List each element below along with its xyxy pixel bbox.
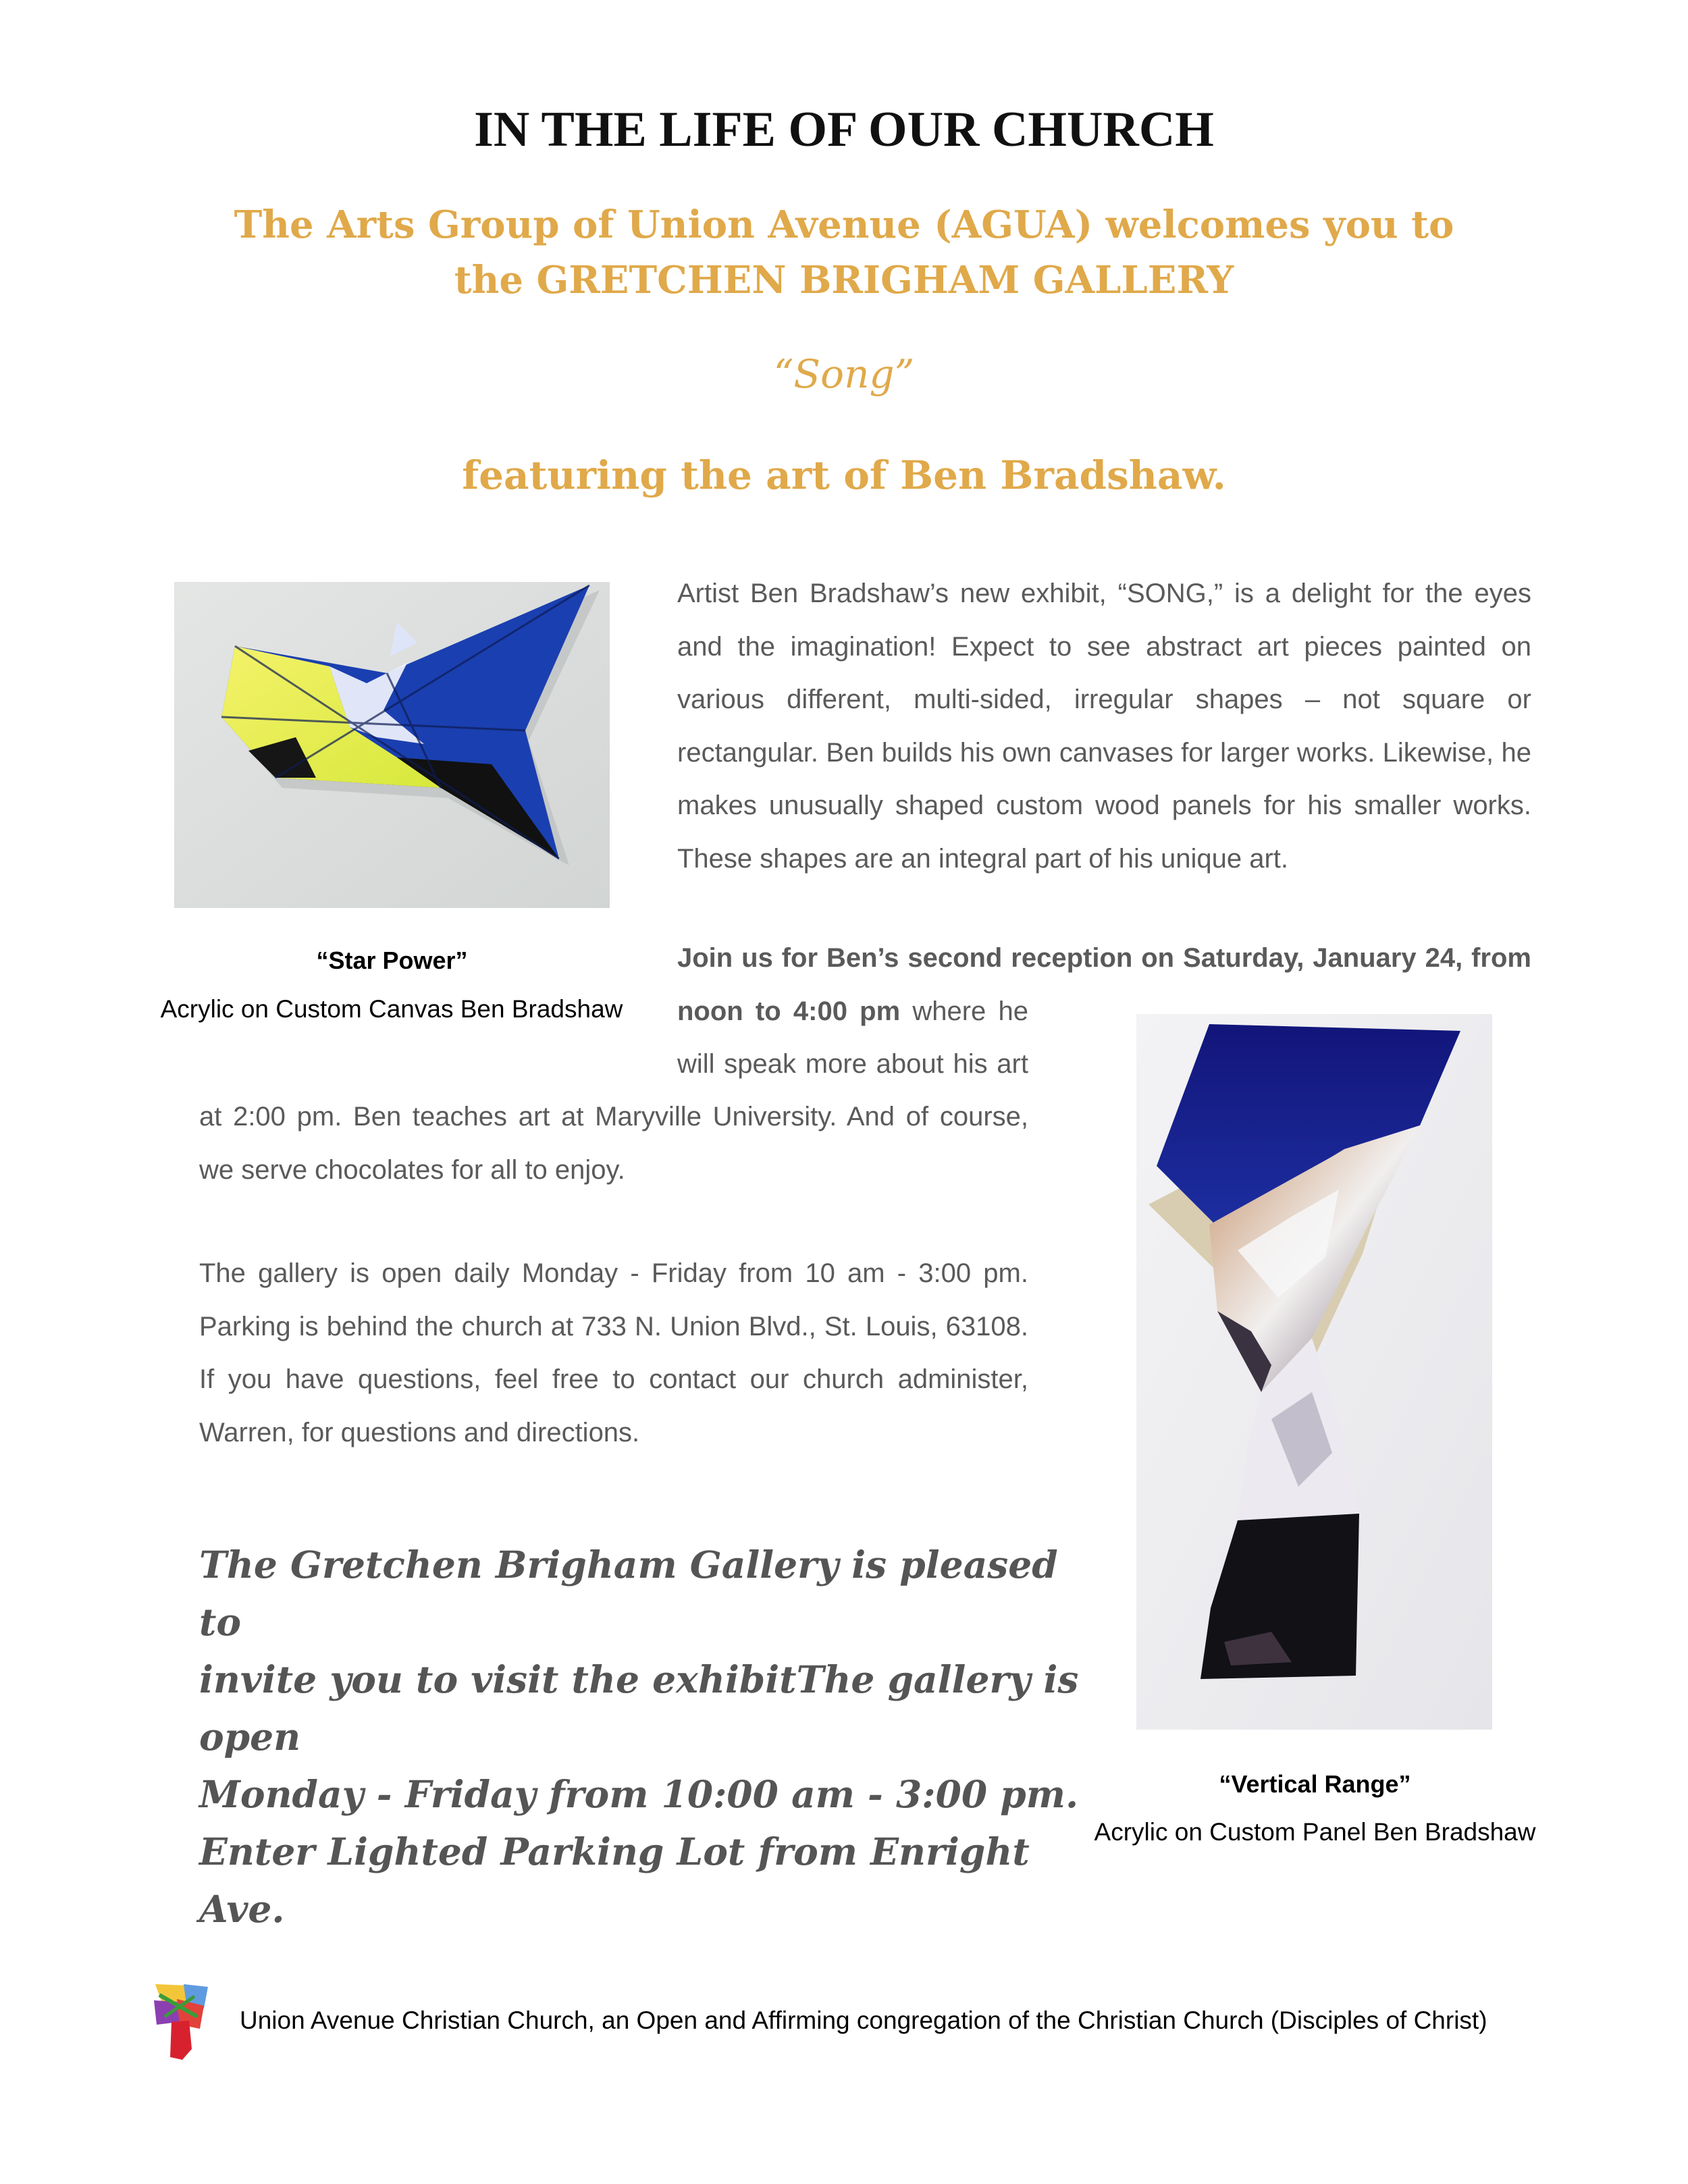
- reception-line-4: at 2:00 pm. Ben teaches art at Maryville University. And of course,: [199, 1102, 1028, 1131]
- gallery-line: Parking is behind the church at 733 N. Union Blvd., St. Louis, 63108.: [199, 1311, 1028, 1341]
- reception-line-2: [677, 985, 1028, 1038]
- star-power-title: “Star Power”: [316, 947, 468, 974]
- welcome-line-1: The Arts Group of Union Avenue (AGUA) welcomes you to: [234, 203, 1454, 247]
- reception-line-1: Join us for Ben’s second reception on Saturday, January 24, from: [677, 943, 1531, 973]
- intro-line: makes unusually shaped custom wood panels for his smaller works.: [677, 791, 1531, 820]
- invite-line: invite you to visit the exhibitThe gallery is open: [199, 1657, 1079, 1759]
- church-logo: [150, 1981, 212, 2062]
- gallery-line: If you have questions, feel free to contact our church administer,: [199, 1364, 1028, 1394]
- intro-line: These shapes are an integral part of his unique art.: [677, 843, 1288, 874]
- invite-line: Monday - Friday from 10:00 am - 3:00 pm.: [199, 1772, 1079, 1816]
- vertical-range-title: “Vertical Range”: [1219, 1770, 1411, 1798]
- welcome-line-2: the GRETCHEN BRIGHAM GALLERY: [454, 258, 1234, 302]
- gallery-info-paragraph: [199, 1247, 1028, 1459]
- footer-text: Union Avenue Christian Church, an Open and Affirming congregation of the Christian Church (Disciples of Christ): [240, 2006, 1487, 2034]
- intro-line: various different, multi-sided, irregular shapes – not square or: [677, 685, 1531, 714]
- intro-line: Artist Ben Bradshaw’s new exhibit, “SONG,” is a delight for the eyes: [677, 579, 1531, 608]
- invite-line: Enter Lighted Parking Lot from Enright Ave.: [199, 1830, 1030, 1931]
- gallery-line: The gallery is open daily Monday - Friday from 10 am - 3:00 pm.: [199, 1258, 1028, 1288]
- welcome-heading: [0, 197, 1688, 308]
- reception-line-5: we serve chocolates for all to enjoy.: [199, 1154, 625, 1185]
- featuring-line: featuring the art of Ben Bradshaw.: [462, 452, 1226, 498]
- reception-line-3: will speak more about his art: [677, 1049, 1028, 1079]
- reception-lines-rest: [199, 1090, 1028, 1196]
- page-title: IN THE LIFE OF OUR CHURCH: [474, 102, 1214, 157]
- reception-line-2-rest: where he: [912, 996, 1028, 1026]
- intro-line: and the imagination! Expect to see abstract art pieces painted on: [677, 631, 1531, 662]
- exhibit-title: “Song”: [773, 351, 915, 397]
- vertical-range-caption: Acrylic on Custom Panel Ben Bradshaw: [1094, 1818, 1536, 1846]
- invitation-text: [199, 1536, 1090, 1938]
- intro-paragraph: [677, 567, 1531, 885]
- vertical-range-artwork: [1136, 1014, 1492, 1730]
- reception-time: noon to 4:00 pm: [677, 996, 901, 1026]
- intro-line: rectangular. Ben builds his own canvases for larger works. Likewise, he: [677, 737, 1531, 768]
- gallery-line: Warren, for questions and directions.: [199, 1417, 640, 1447]
- star-power-caption: Acrylic on Custom Canvas Ben Bradshaw: [160, 995, 623, 1023]
- invite-line: The Gretchen Brigham Gallery is pleased to: [199, 1543, 1058, 1644]
- star-power-artwork: [174, 582, 610, 908]
